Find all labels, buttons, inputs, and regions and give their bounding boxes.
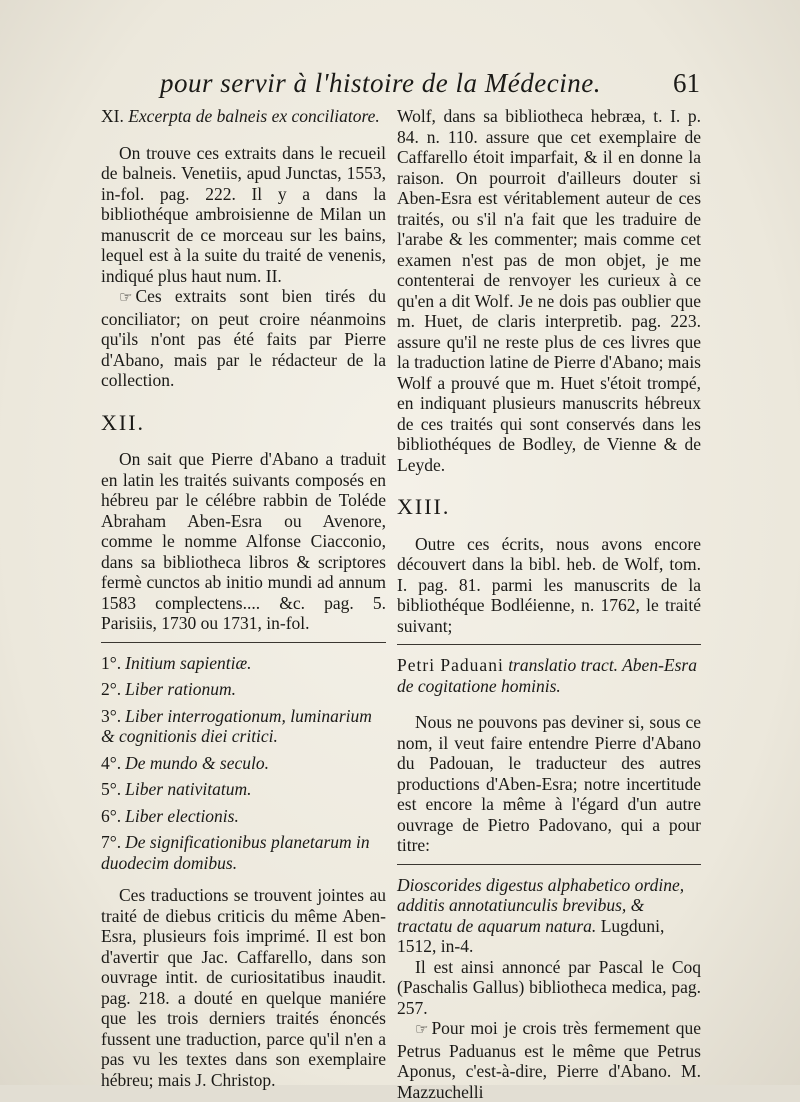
dioscorides-title: Dioscorides digestus alphabetico ordine, additis annotatiunculis brevibus, & tractatu de aquarum natura.: [397, 874, 685, 936]
list-item: 5°. Liber nativitatum.: [101, 779, 252, 799]
left-column: [101, 106, 386, 1090]
note-text: Pour moi je crois très fermement que Petrus Paduanus est le même que Petrus Aponus, c'est-à-dire, Pierre d'Abano. M. Mazzuchelli: [397, 1018, 701, 1102]
divider: [101, 642, 386, 643]
paragraph: On trouve ces extraits dans le recueil de balneis. Venetiis, apud Junctas, 1553, in-fol. pag. 222. Il y a dans la bibliothéque ambroisienne de Milan un manuscrit de ce morceau sur les bains, lequel est à la suite du traité de venenis, indiqué plus haut num. II.: [101, 142, 386, 286]
dioscorides-imprint: Lugduni, 1512, in-4.: [397, 915, 665, 956]
paragraph-note: [101, 286, 386, 391]
entry-xi-number: XI.: [101, 106, 124, 126]
paragraph: Outre ces écrits, nous avons encore découvert dans la bibl. heb. de Wolf, tom. I. pag. 81. parmi les manuscrits de la bibliothéque Bodléienne, n. 1762, le traité suivant;: [397, 533, 701, 636]
list-item: 7°. De significationibus planetarum in duodecim domibus.: [101, 832, 370, 873]
list-item: 6°. Liber electionis.: [101, 805, 239, 826]
paragraph: Ces traductions se trouvent jointes au traité de diebus criticis du même Aben-Esra, plusieurs fois imprimé. Il est bon d'avertir que Jac. Caffarello, dans son ouvrage intit. de curiositatibus inaudit. pag. 218. a douté en quelque maniére que les trois derniers traités énoncés fussent une traduction, parce qu'il n'en a pas vu les textes dans son exemplaire hébreu; mais J. Christop.: [101, 885, 386, 1090]
paragraph: Il est ainsi annoncé par Pascal le Coq (Paschalis Gallus) bibliotheca medica, pag. 257.: [397, 956, 701, 1018]
petri-title: translatio tract. Aben-Esra de cogitatione hominis.: [397, 655, 697, 696]
section-heading-xiii: XIII.: [397, 494, 451, 519]
dioscorides-entry: [397, 875, 701, 957]
paragraph: On sait que Pierre d'Abano a traduit en latin les traités suivants composés en hébreu par le célébre rabbin de Toléde Abraham Aben-Esra ou Avenore, comme le nomme Alfonse Ciacconio, dans sa bibliotheca libros & scriptores fermè cunctos ab initio mundi ad annum 1583 complectens.... &c. pag. 5. Parisiis, 1730 ou 1731, in-fol.: [101, 449, 386, 633]
running-header: pour servir à l'histoire de la Médecine.: [160, 68, 601, 98]
pointing-hand-icon: ☞: [119, 290, 133, 306]
divider: [397, 644, 701, 645]
petri-name: Petri Paduani: [397, 655, 504, 675]
petri-entry: [397, 655, 701, 696]
section-heading-xii: XII.: [101, 409, 146, 435]
list-item: 3°. Liber interrogationum, luminarium & cognitionis diei critici.: [101, 705, 372, 746]
entry-xi-title: Excerpta de balneis ex conciliatore.: [128, 106, 380, 126]
paragraph: Nous ne pouvons pas deviner si, sous ce nom, il veut faire entendre Pierre d'Abano du Padouan, le traducteur des autres productions d'Aben-Esra; notre incertitude est encore la même à l'égard d'un autre ouvrage de Pietro Padovano, qui a pour titre:: [397, 712, 701, 855]
paragraph-note: [397, 1018, 701, 1102]
list-item: 1°. Initium sapientiæ.: [101, 652, 252, 673]
page-number: 61: [673, 68, 700, 98]
divider: [397, 864, 701, 865]
entry-xi: [101, 106, 386, 127]
paragraph: Wolf, dans sa bibliotheca hebræa, t. I. p. 84. n. 110. assure que cet exemplaire de Caffarello étoit imparfait, & il en donne la raison. On pourroit d'ailleurs douter si Aben-Esra est véritablement auteur de ces traités, ou s'il n'a fait que les traduire de l'arabe & les commenter; mais comme cet examen n'est pas de mon objet, je me contenterai de renvoyer les curieux à ce qu'en a dit Wolf. Je ne dois pas oublier que m. Huet, de claris interpretib. pag. 223. assure qu'il ne reste plus de ces livres que la traduction latine de Pierre d'Abano; mais Wolf a prouvé que m. Huet s'étoit trompé, en indiquant plusieurs manuscrits hébreux de ces traités qui sont conservés dans les bibliothéques de Bodley, de Vienne & de Leyde.: [397, 106, 701, 475]
treatise-list: [101, 653, 386, 874]
list-item: 4°. De mundo & seculo.: [101, 752, 269, 773]
right-column: [397, 106, 701, 1102]
list-item: 2°. Liber rationum.: [101, 679, 236, 699]
note-text: Ces extraits sont bien tirés du conciliator; on peut croire néanmoins qu'ils n'ont pas été faits par Pierre d'Abano, mais par le rédacteur de la collection.: [101, 286, 386, 390]
pointing-hand-icon: ☞: [415, 1022, 429, 1038]
